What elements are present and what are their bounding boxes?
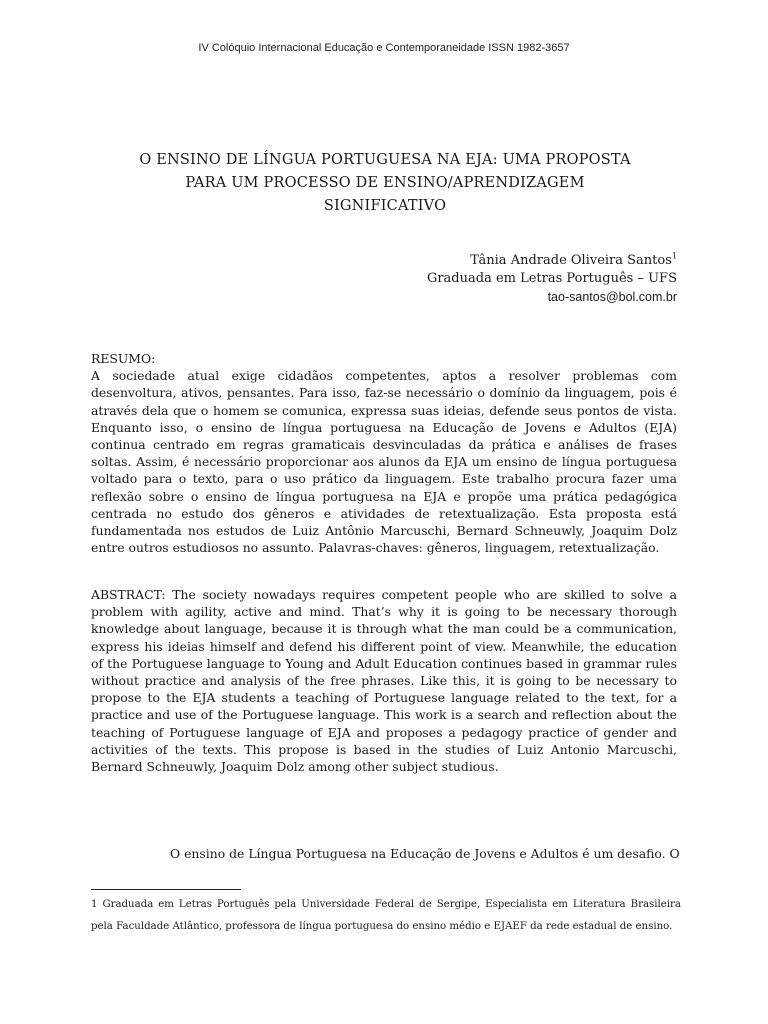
author-affiliation: Graduada em Letras Português – UFS	[426, 271, 677, 286]
resumo-text: A sociedade atual exige cidadãos competentes, aptos a resolver problemas com desenvoltura, ativos, pensantes. Para isso, faz-se necessário o domínio da linguagem, pois é através dela que o homem se comunica, expressa suas ideias, defende seus pontos de vista. Enquanto isso, o ensino de língua portuguesa na Educação de Jovens e Adultos (EJA) continua centrado em regras gramaticais desvinculadas da prática e análises de frases soltas. Assim, é necessário proporcionar aos alunos da EJA um ensino de língua portuguesa voltado para o texto, para o uso prático da linguagem. Este trabalho procura fazer uma reflexão sobre o ensino de língua portuguesa na EJA e propõe uma prática pedagógica centrada no estudo dos gêneros e atividades de retextualização. Esta proposta está fundamentada nos estudos de Luiz Antônio Marcuschi, Bernard Schneuwly, Joaquim Dolz entre outros estudiosos no assunto. Palavras-chaves: gêneros, linguagem, retextualização.	[91, 368, 677, 556]
title-line-2: PARA UM PROCESSO DE ENSINO/APRENDIZAGEM	[185, 175, 585, 191]
paper-title	[100, 149, 670, 218]
resumo-heading: RESUMO:	[91, 351, 156, 366]
body-paragraph: O ensino de Língua Portuguesa na Educação de Jovens e Adultos é um desafio. O	[170, 846, 680, 861]
footnote-divider	[91, 889, 241, 890]
abstract-section	[91, 586, 677, 775]
running-header: IV Colóquio Internacional Educação e Contemporaneidade ISSN 1982-3657	[198, 42, 570, 54]
abstract-text: ABSTRACT: The society nowadays requires competent people who are skilled to solve a problem with agility, active and mind. That’s why it is going to be necessary thorough knowledge about language, because it is through what the man could be a communication, express his ideias himself and defend his different point of view. Meanwhile, the education of the Portuguese language to Young and Adult Education continues based in grammar rules without practice and analysis of the free phrases. Like this, it is going to be necessary to propose to the EJA students a teaching of Portuguese language related to the text, for a practice and use of the Portuguese language. This work is a search and reflection about the teaching of Portuguese language of EJA and proposes a pedagogy practice of gender and activities of the texts. This propose is based in the studies of Luiz Antonio Marcuschi, Bernard Schneuwly, Joaquim Dolz among other subject studious.	[91, 587, 677, 775]
author-email: tao-santos@bol.com.br	[547, 290, 677, 304]
author-name: Tânia Andrade Oliveira Santos	[470, 253, 672, 268]
author-block	[277, 252, 677, 306]
title-line-3: SIGNIFICATIVO	[323, 198, 447, 214]
resumo-section	[91, 350, 677, 556]
footnote-mark: 1	[671, 251, 677, 261]
author-line	[277, 252, 677, 270]
footnote: 1 Graduada em Letras Português pela Universidade Federal de Sergipe, Especialista em Literatura Brasileira pela Faculdade Atlântico, professora de língua portuguesa do ensino médio e EJAEF da rede estadual de ensino.	[91, 899, 681, 932]
title-line-1: O ENSINO DE LÍNGUA PORTUGUESA NA EJA: UMA PROPOSTA	[139, 152, 631, 168]
